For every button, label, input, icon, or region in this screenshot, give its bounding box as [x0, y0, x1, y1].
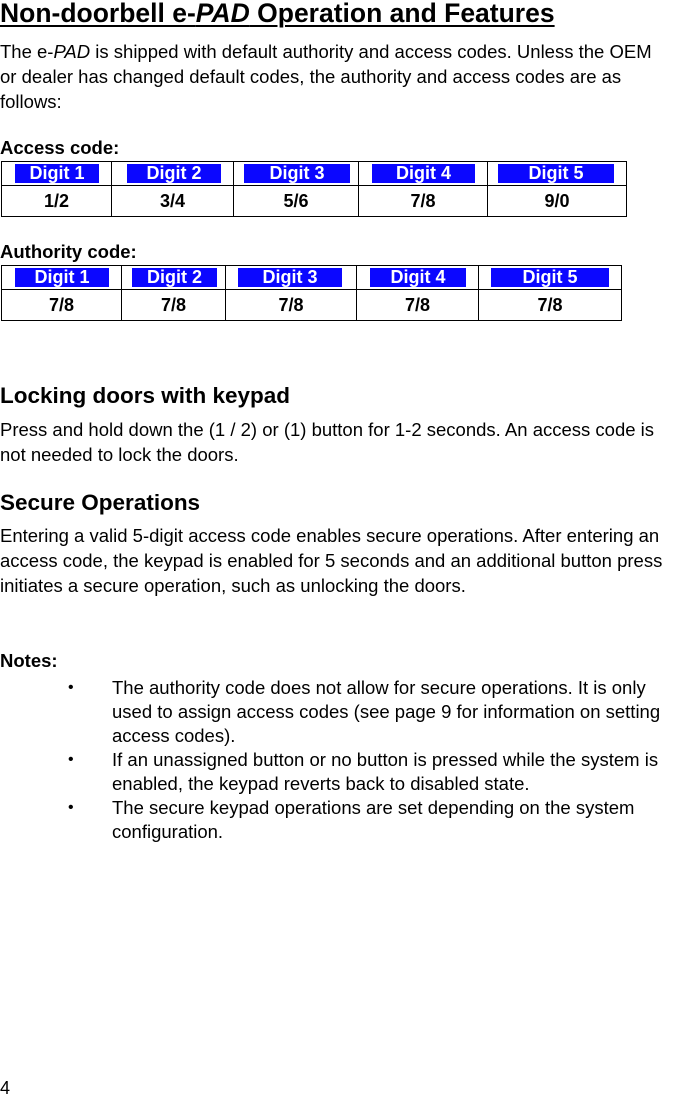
bullet-icon: •	[68, 679, 74, 696]
authority-header-cell	[2, 266, 122, 290]
access-header-cell	[2, 162, 112, 186]
authority-digit-header: Digit 5	[491, 268, 609, 287]
authority-header-row	[2, 266, 622, 290]
locking-paragraph: Press and hold down the (1 / 2) or (1) button for 1-2 seconds. An access code is not needed to lock the doors.	[0, 419, 655, 465]
access-header-cell	[488, 162, 627, 186]
access-digit-value: 5/6	[234, 186, 359, 217]
secure-operations-heading: Secure Operations	[0, 490, 201, 515]
authority-digit-header: Digit 1	[15, 268, 109, 287]
authority-digit-header: Digit 3	[238, 268, 342, 287]
notes-label: Notes:	[0, 650, 58, 671]
authority-digit-value: 7/8	[357, 290, 479, 321]
access-digit-header: Digit 4	[372, 164, 475, 183]
access-header-cell	[112, 162, 234, 186]
access-digit-value: 1/2	[2, 186, 112, 217]
secure-operations-paragraph: Entering a valid 5-digit access code enables secure operations. After entering an access code, the keypad is enabled for 5 seconds and an additional button press initiates a secure operation, such as unlocking the doors.	[0, 525, 663, 596]
access-digit-value: 7/8	[359, 186, 488, 217]
authority-value-row	[2, 290, 622, 321]
access-value-row	[2, 186, 627, 217]
bullet-icon: •	[68, 751, 74, 768]
authority-digit-value: 7/8	[2, 290, 122, 321]
access-digit-header: Digit 1	[15, 164, 99, 183]
authority-digit-value: 7/8	[122, 290, 226, 321]
access-header-row	[2, 162, 627, 186]
authority-header-cell	[479, 266, 622, 290]
authority-digit-header: Digit 2	[132, 268, 217, 287]
authority-header-cell	[226, 266, 357, 290]
access-digit-value: 9/0	[488, 186, 627, 217]
authority-code-table	[1, 265, 622, 321]
locking-heading: Locking doors with keypad	[0, 383, 291, 408]
access-header-cell	[234, 162, 359, 186]
intro-paragraph: The e-PAD is shipped with default authority and access codes. Unless the OEM or dealer has changed default codes, the authority and access codes are as follows:	[0, 41, 652, 112]
bullet-icon: •	[68, 799, 74, 816]
list-item: • The secure keypad operations are set depending on the system configuration.	[68, 797, 635, 842]
access-digit-header: Digit 3	[244, 164, 350, 183]
list-item: • If an unassigned button or no button is pressed while the system is enabled, the keypad reverts back to disabled state.	[68, 749, 659, 794]
access-header-cell	[359, 162, 488, 186]
authority-header-cell	[122, 266, 226, 290]
authority-digit-header: Digit 4	[370, 268, 466, 287]
authority-header-cell	[357, 266, 479, 290]
authority-digit-value: 7/8	[479, 290, 622, 321]
authority-code-label: Authority code:	[0, 241, 137, 262]
page-number: 4	[0, 1078, 11, 1098]
notes-list	[0, 676, 673, 844]
access-digit-value: 3/4	[112, 186, 234, 217]
authority-digit-value: 7/8	[226, 290, 357, 321]
page-title: Non-doorbell e-PAD Operation and Features	[0, 0, 555, 28]
access-digit-header: Digit 5	[498, 164, 614, 183]
list-item: • The authority code does not allow for secure operations. It is only used to assign access codes (see page 9 for information on setting access codes).	[68, 677, 661, 746]
access-code-label: Access code:	[0, 137, 120, 158]
access-code-table	[1, 161, 627, 217]
access-digit-header: Digit 2	[127, 164, 221, 183]
